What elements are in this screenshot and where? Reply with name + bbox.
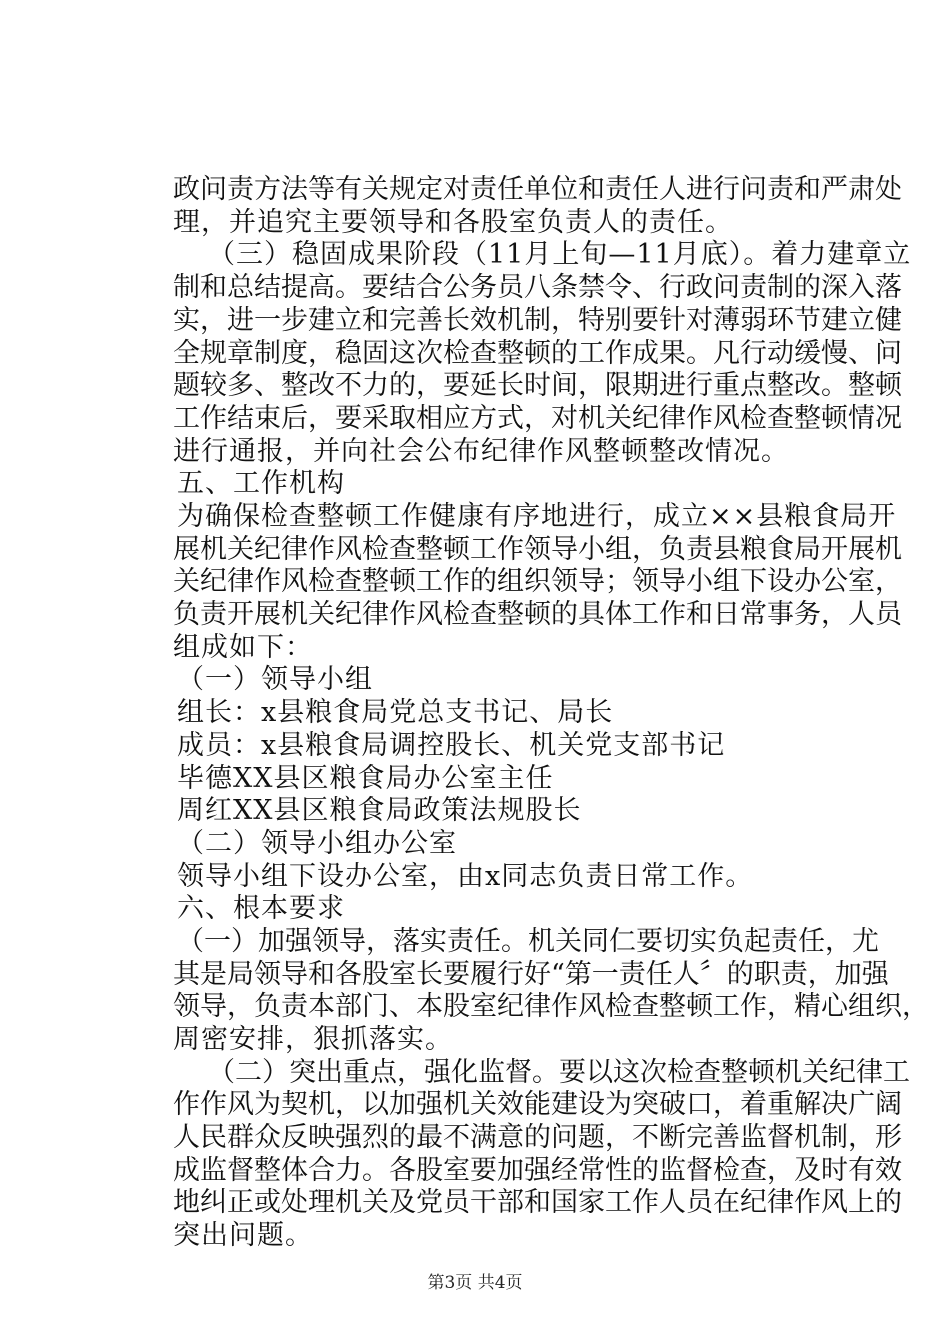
text-line: 周红XX县区粮食局政策法规股长 [177, 795, 582, 826]
text-line: 题较多、整改不力的，要延长时间，限期进行重点整改。整顿 [173, 370, 902, 401]
text-line: 实，进一步建立和完善长效机制，特别要针对薄弱环节建立健 [173, 305, 902, 336]
text-line: 突出问题。 [173, 1220, 313, 1251]
section-heading: 五、工作机构 [177, 468, 345, 499]
text-line: 成监督整体合力。各股室要加强经常性的监督检查，及时有效 [173, 1155, 902, 1186]
subsection-heading: （二）领导小组办公室 [177, 828, 457, 859]
text-line: 为确保检查整顿工作健康有序地进行，成立××县粮食局开 [177, 501, 897, 532]
text-line: 作作风为契机，以加强机关效能建设为突破口，着重解决广阔 [173, 1089, 902, 1120]
text-line: 成员：x县粮食局调控股长、机关党支部书记 [177, 730, 726, 761]
text-line: 其是局领导和各股室长要履行好“第一责任人〞的职责，加强 [173, 959, 889, 990]
text-line: 负责开展机关纪律作风检查整顿的具体工作和日常事务，人员 [173, 599, 902, 630]
text-line: 进行通报，并向社会公布纪律作风整顿整改情况。 [173, 436, 789, 467]
section-heading: 六、根本要求 [177, 893, 345, 924]
subsection-heading: （一）领导小组 [177, 664, 373, 695]
text-line: （二）突出重点，强化监督。要以这次检查整顿机关纪律工 [208, 1057, 910, 1088]
text-line: 理，并追究主要领导和各股室负责人的责任。 [173, 207, 733, 238]
text-line: 工作结束后，要采取相应方式，对机关纪律作风检查整顿情况 [173, 403, 902, 434]
text-line: 全规章制度，稳固这次检查整顿的工作成果。凡行动缓慢、问 [173, 338, 902, 369]
text-line: 政问责方法等有关规定对责任单位和责任人进行问责和严肃处 [173, 174, 902, 205]
text-line: 人民群众反映强烈的最不满意的问题，不断完善监督机制，形 [173, 1122, 902, 1153]
text-line: 领导，负责本部门、本股室纪律作风检查整顿工作，精心组织， [173, 991, 929, 1022]
text-line: 组长：x县粮食局党总支书记、局长 [177, 697, 614, 728]
text-line: 毕德XX县区粮食局办公室主任 [177, 763, 554, 794]
text-line: 关纪律作风检查整顿工作的组织领导；领导小组下设办公室， [173, 566, 902, 597]
text-line: （一）加强领导，落实责任。机关同仁要切实负起责任，尤 [177, 926, 879, 957]
text-line: 周密安排，狠抓落实。 [173, 1024, 453, 1055]
text-line: 组成如下： [173, 632, 313, 663]
page-number-footer: 第3页 共4页 [427, 1273, 523, 1293]
text-line: 领导小组下设办公室，由x同志负责日常工作。 [177, 861, 754, 892]
text-line: 制和总结提高。要结合公务员八条禁令、行政问责制的深入落 [173, 272, 902, 303]
text-line: 展机关纪律作风检查整顿工作领导小组，负责县粮食局开展机 [173, 534, 902, 565]
text-line: （三）稳固成果阶段（11月上旬—11月底）。着力建章立 [208, 239, 912, 270]
text-line: 地纠正或处理机关及党员干部和国家工作人员在纪律作风上的 [173, 1187, 902, 1218]
